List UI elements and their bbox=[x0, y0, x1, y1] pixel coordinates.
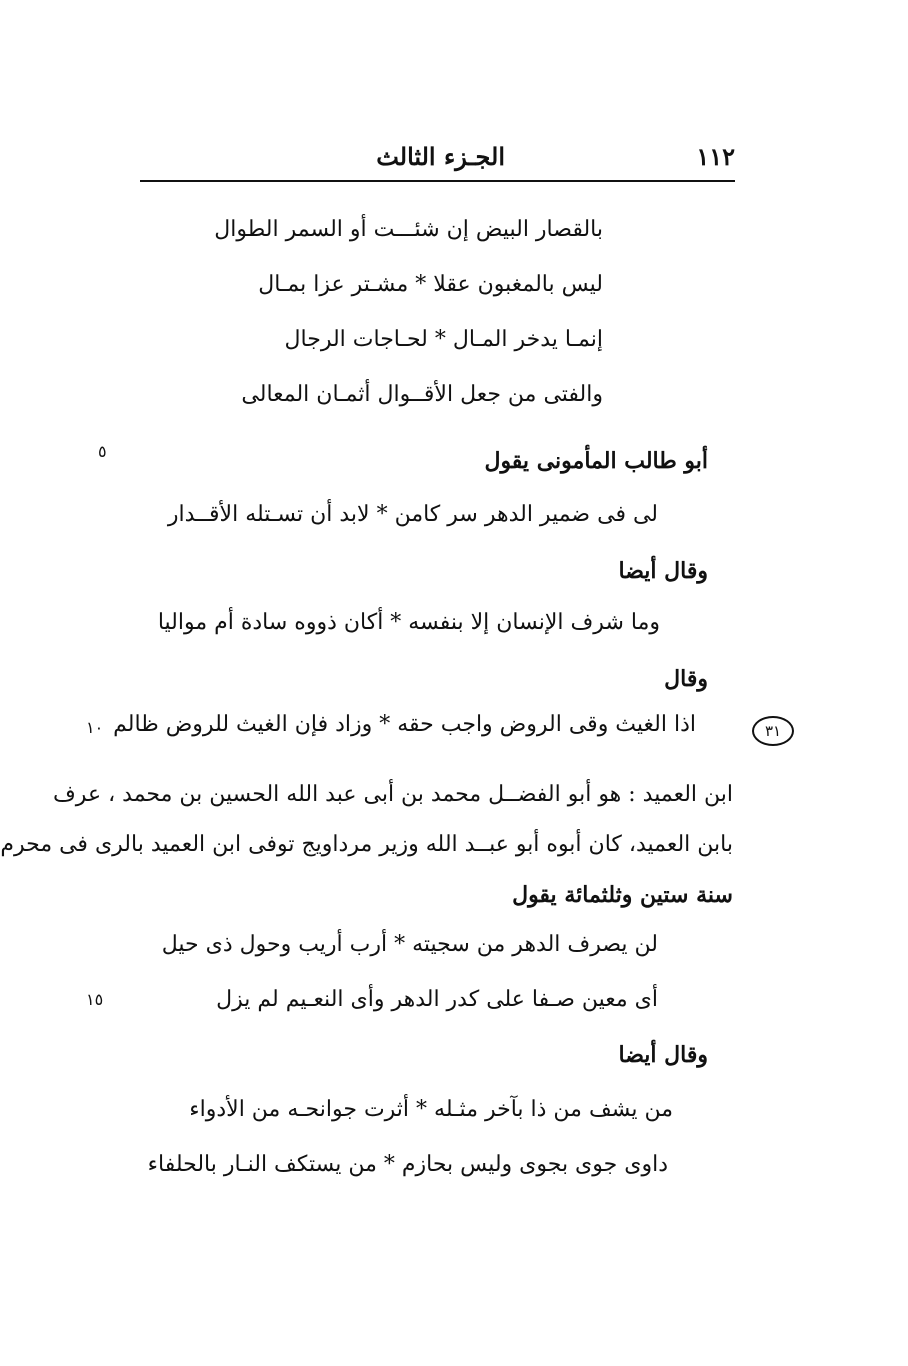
header-rule bbox=[140, 180, 735, 182]
verse-line: داوى جوى بجوى وليس بحازم * من يستكف النـار بالحلفاء bbox=[147, 1152, 668, 1177]
verse-line: إنمـا يدخر المـال * لحـاجات الرجال bbox=[284, 327, 603, 352]
margin-line-number: ١٠ bbox=[86, 718, 104, 737]
verse-line: أى معين صـفا على كدر الدهر وأى النعـيم لم يزل bbox=[216, 987, 658, 1012]
verse-line: اذا الغيث وقى الروض واجب حقه * وزاد فإن الغيث للروض ظالم bbox=[113, 712, 696, 737]
margin-line-number: ٥ bbox=[98, 442, 107, 461]
verse-line: لى فى ضمير الدهر سر كامن * لابد أن تسـتله الأقــدار bbox=[167, 502, 658, 527]
running-title: الجـزء الثالث bbox=[376, 142, 505, 171]
margin-line-number: ١٥ bbox=[86, 990, 104, 1009]
section-heading: وقال أيضا bbox=[618, 1042, 708, 1068]
prose-line: بابن العميد، كان أبوه أبو عبــد الله وزير مرداويج توفى ابن العميد بالرى فى محرم bbox=[0, 832, 733, 857]
folio-seal: ٣١ bbox=[752, 716, 794, 746]
section-heading: وقال bbox=[664, 666, 708, 692]
poet-heading: أبو طالب المأمونى يقول bbox=[484, 448, 708, 474]
verse-line: والفتى من جعل الأقــوال أثمـان المعالى bbox=[241, 382, 603, 407]
verse-line: لن يصرف الدهر من سجيته * أرب أريب وحول ذى حيل bbox=[161, 932, 658, 957]
verse-line: بالقصار البيض إن شئـــت أو السمر الطوال bbox=[214, 217, 603, 242]
verse-line: وما شرف الإنسان إلا بنفسه * أكان ذووه سادة أم مواليا bbox=[157, 610, 660, 635]
prose-line: سنة ستين وثلثمائة يقول bbox=[512, 882, 733, 908]
page-header bbox=[140, 140, 735, 178]
prose-line: ابن العميد : هو أبو الفضــل محمد بن أبى عبد الله الحسين بن محمد ، عرف bbox=[53, 782, 733, 807]
section-heading: وقال أيضا bbox=[618, 558, 708, 584]
verse-line: من يشف من ذا بآخر مثـله * أثرت جوانحـه من الأدواء bbox=[189, 1097, 673, 1122]
page-number: ١١٢ bbox=[696, 142, 735, 171]
verse-line: ليس بالمغبون عقلا * مشـتر عزا بمـال bbox=[258, 272, 603, 297]
